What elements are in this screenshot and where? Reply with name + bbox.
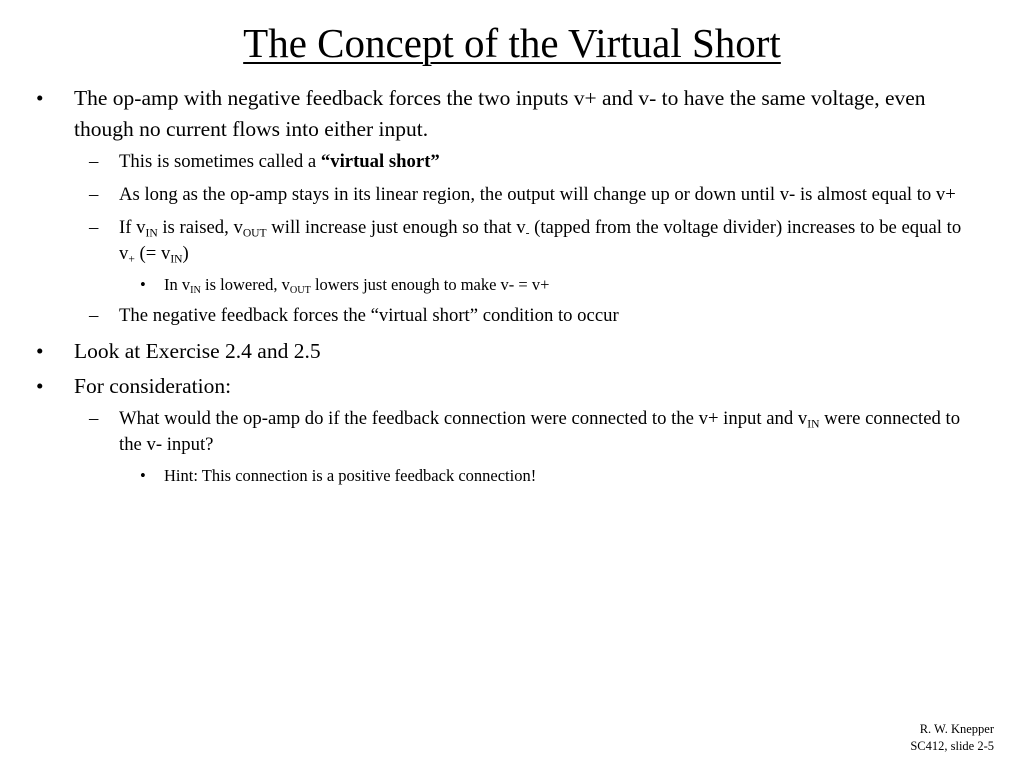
sub-bullet-item — [0, 215, 1024, 267]
subscript: IN — [807, 417, 820, 431]
slide-footer — [910, 721, 994, 755]
slide-body — [0, 83, 1024, 494]
bullet-item — [0, 336, 1024, 367]
sub-sub-bullet-text: Hint: This connection is a positive feedback connection! — [164, 466, 537, 485]
text-run: is lowered, v — [200, 275, 290, 294]
text-run: is raised, v — [157, 217, 243, 238]
dash-marker: – — [89, 305, 99, 326]
footer-slide-ref: SC412, slide 2-5 — [910, 739, 994, 753]
virtual-short-emphasis: “virtual short” — [320, 151, 440, 172]
dash-marker: – — [89, 408, 99, 429]
text-run: (= v — [134, 243, 171, 264]
text-run: In v — [164, 275, 191, 294]
text-run: What would the op-amp do if the feedback connection were connected to the v+ input and v — [119, 408, 808, 429]
sub-bullet-text: The negative feedback forces the “virtual short” condition to occur — [119, 305, 619, 326]
sub-bullet-text: As long as the op-amp stays in its linear region, the output will change up or down until v- is almost equal to v+ — [119, 184, 956, 205]
sub-bullet-item — [0, 303, 1024, 329]
subscript: + — [128, 252, 135, 266]
bullet-item — [0, 83, 1024, 145]
sub-bullet-item — [0, 182, 1024, 208]
footer-author: R. W. Knepper — [919, 722, 994, 736]
bullet-marker: • — [140, 466, 146, 485]
subscript: IN — [190, 285, 201, 297]
text-run: lowers just enough to make v- = v+ — [310, 275, 550, 294]
bullet-text: Look at Exercise 2.4 and 2.5 — [74, 339, 321, 363]
sub-sub-bullet-item — [0, 274, 1024, 296]
bullet-item — [0, 371, 1024, 402]
sub-sub-bullet-item — [0, 465, 1024, 487]
subscript: - — [525, 226, 530, 240]
bullet-text: For consideration: — [74, 374, 232, 398]
bullet-marker: • — [36, 374, 44, 398]
text-run: (tapped from the voltage divider) increases to be equal to v — [119, 217, 962, 264]
bullet-marker: • — [36, 339, 44, 363]
bullet-marker: • — [36, 86, 44, 110]
dash-marker: – — [89, 217, 99, 238]
dash-marker: – — [89, 184, 99, 205]
text-run: If v — [119, 217, 146, 238]
bullet-marker: • — [140, 275, 146, 294]
sub-bullet-text — [119, 408, 960, 455]
sub-sub-bullet-text — [164, 275, 550, 297]
text-run: ) — [182, 243, 189, 264]
subscript: IN — [170, 252, 183, 266]
dash-marker: – — [89, 151, 99, 172]
subscript: OUT — [242, 226, 267, 240]
text-run: will increase just enough so that v — [266, 217, 526, 238]
subscript: OUT — [289, 285, 311, 297]
subscript: IN — [145, 226, 158, 240]
slide-title: The Concept of the Virtual Short — [243, 20, 781, 66]
sub-bullet-text: This is sometimes called a — [119, 151, 321, 172]
bullet-text: The op-amp with negative feedback forces the two inputs v+ and v- to have the same voltage, even though no current flows into either input. — [74, 86, 926, 141]
text-run: were connected to the v- input? — [119, 408, 961, 455]
sub-bullet-text — [119, 217, 961, 264]
sub-bullet-item — [0, 149, 1024, 175]
sub-bullet-item — [0, 406, 1024, 458]
